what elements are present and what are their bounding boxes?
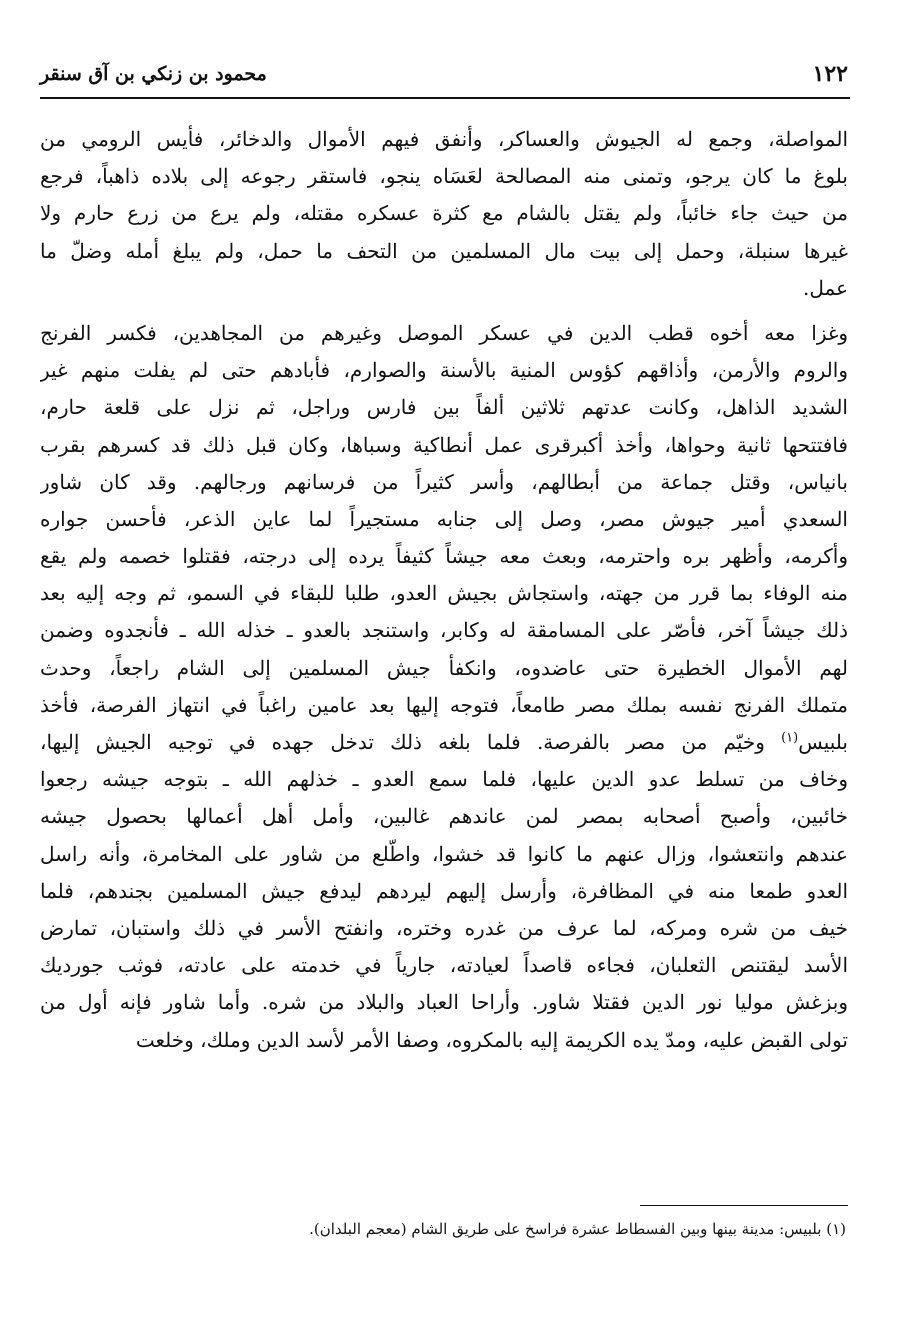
text-line: خائبين، وأصبح أصحابه بمصر لمن عاندهم غالبين، وأمل أهل أعمالها بحصول جيشه bbox=[40, 804, 848, 829]
page-number: ١٢٢ bbox=[812, 61, 848, 87]
text-line: لهم الأموال الخطيرة حتى عاضدوه، وانكفأ جيش المسلمين إلى الشام راجعاً، وحدث bbox=[40, 655, 848, 680]
page-header bbox=[40, 52, 848, 96]
text-line: الأسد ليقتنص الثعلبان، فجاءه قاصداً لعيادته، جارياً في خدمته على عادته، فوثب جورديك bbox=[40, 953, 848, 978]
text-line: الشديد الذاهل، وكانت عدتهم ثلاثين ألفاً بين فارس وراجل، ثم نزل على قلعة حارم، bbox=[40, 395, 848, 420]
text-line: العدو طمعا منه في المظافرة، وأرسل إليهم ليردهم ليدفع جيش المسلمين بجندهم، فلما bbox=[40, 878, 848, 903]
text-line: بلوغ ما كان يرجو، وتمنى منه المصالحة لعَسَاه ينجو، فاستقر رجوعه إلى بلاده ذاهباً، فرجع bbox=[40, 164, 848, 189]
text-line: والروم والأرمن، وأذاقهم كؤوس المنية بالأسنة والصوارم، فأبادهم حتى لم يفلت منهم غير bbox=[40, 358, 848, 383]
footnote: (١) بلبيس: مدينة بينها وبين الفسطاط عشرة فراسخ على طريق الشام (معجم البلدان). bbox=[309, 1220, 846, 1238]
text-line: متملك الفرنج نفسه بملك مصر طامعاً، فتوجه إليها بعد عامين راغباً في انتهاز الفرصة، فأخذ bbox=[40, 692, 848, 717]
footnote-rule bbox=[640, 1205, 848, 1206]
text-line: خيف من شره ومركه، لما عرف من غدره وختره، وانفتح الأسر في ذلك واستبان، تمارض bbox=[40, 915, 848, 940]
text-line: ذلك جيشاً آخر، فأصّر على المسامقة له وكابر، واستنجد بالعدو ـ خذله الله ـ فأنجدوه وضمن bbox=[40, 618, 848, 643]
text-fragment: وخيّم من مصر بالفرصة. فلما بلغه ذلك تدخل جهده في توجيه الجيش إليها، bbox=[40, 730, 782, 754]
text-fragment: بلبيس bbox=[798, 730, 848, 754]
header-rule bbox=[40, 97, 850, 99]
text-line: منه الوفاء بما قرر من جهته، واستجاش بجيش العدو، طلبا للبقاء في السمو، ثم وجه إليه بعد bbox=[40, 581, 848, 606]
body-text bbox=[40, 121, 848, 1059]
text-line: بانياس، وقتل جماعة من أبطالهم، وأسر كثيراً من فرسانهم ورجالهم. وقد كان شاور bbox=[40, 469, 848, 494]
text-line: المواصلة، وجمع له الجيوش والعساكر، وأنفق فيهم الأموال والدخائر، فأيس الرومي من bbox=[40, 127, 848, 151]
text-line: فافتتحها ثانية وحواها، وأخذ أكبرقرى عمل أنطاكية وسباها، وكان قبل ذلك قد كسرهم بقرب bbox=[40, 432, 848, 457]
text-line: تولى القبض عليه، ومدّ يده الكريمة إليه بالمكروه، وصفا الأمر لأسد الدين وملك، وخلعت bbox=[135, 1027, 848, 1052]
text-line: عندهم وانتعشوا، وزال عنهم ما كانوا قد خشوا، واطّلع من شاور على المخامرة، وأنه راسل bbox=[40, 841, 848, 866]
text-line: وأكرمه، وأظهر بره واحترمه، وبعث معه جيشاً كثيفاً يرده إلى درجته، فقتلوا خصمه ولم يقع bbox=[40, 544, 848, 569]
text-line: وبزغش موليا نور الدين فقتلا شاور. وأراحا العباد والبلاد من شره. وأما شاور فإنه أول من bbox=[40, 990, 848, 1015]
text-line bbox=[40, 724, 848, 761]
text-line: عمل. bbox=[803, 275, 848, 300]
footnote-marker[interactable]: (١) bbox=[781, 730, 799, 746]
text-line: من حيث جاء خائباً، ولم يقتل بالشام مع كثرة عسكره مقتله، ولم يرع من زرع حارم ولا bbox=[40, 201, 848, 226]
text-line: غيرها سنبلة، وحمل إلى بيت مال المسلمين من التحف ما حمل، ولم يبلغ أمله وضلّ ما bbox=[40, 238, 848, 263]
text-line: وخاف من تسلط عدو الدين عليها، فلما سمع العدو ـ خذلهم الله ـ بتوجه جيشه رجعوا bbox=[40, 767, 848, 792]
text-line: وغزا معه أخوه قطب الدين في عسكر الموصل وغيرهم من المجاهدين، فكسر الفرنج bbox=[40, 320, 848, 345]
running-title: محمود بن زنكي بن آق سنقر bbox=[40, 63, 267, 85]
text-line: السعدي أمير جيوش مصر، وصل إلى جنابه مستجيراً لما عاين الذعر، فأحسن جواره bbox=[40, 506, 848, 531]
paragraph-gap bbox=[40, 307, 848, 315]
